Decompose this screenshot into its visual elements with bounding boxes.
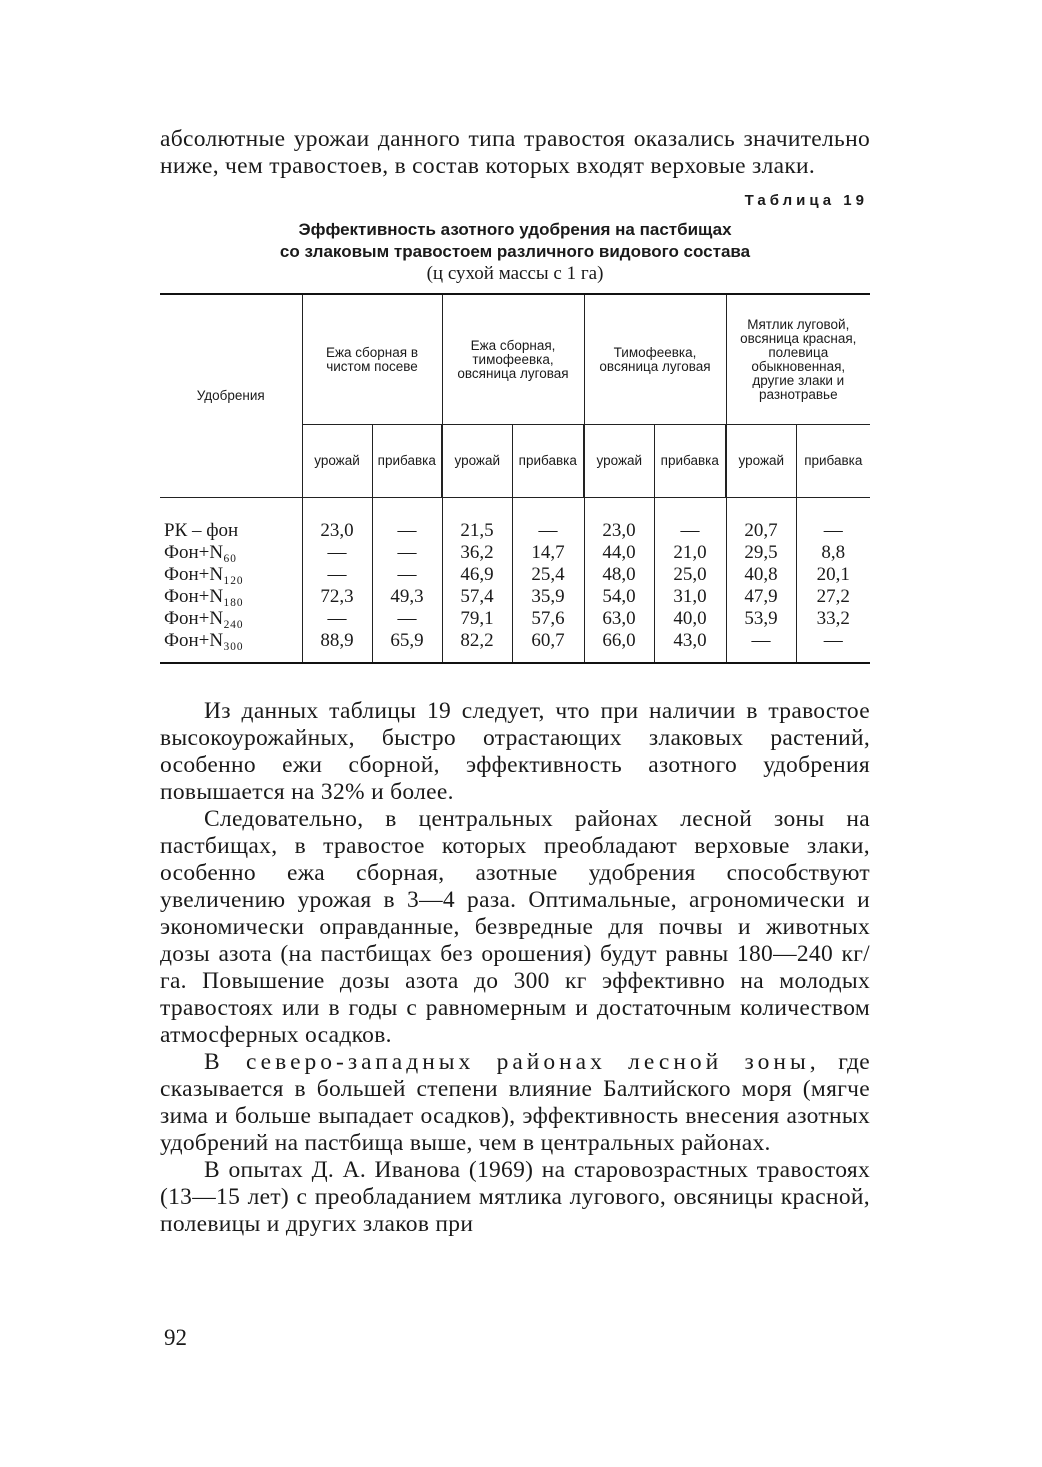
table-cell: 14,7 bbox=[512, 542, 584, 564]
page-content bbox=[160, 126, 870, 1238]
table-cell: — bbox=[372, 564, 442, 586]
table-row bbox=[160, 630, 870, 663]
table-cell: 29,5 bbox=[726, 542, 796, 564]
table-cell: 20,1 bbox=[796, 564, 870, 586]
header-group-3: Тимофеевка, овсяница луговая bbox=[584, 294, 726, 425]
table-cell: 63,0 bbox=[584, 608, 654, 630]
table-cell: 72,3 bbox=[302, 586, 372, 608]
intro-paragraph: абсолютные урожаи данного типа травостоя оказались значительно ниже, чем травостоев, в состав которых входят верховые злаки. bbox=[160, 126, 870, 179]
table-cell: 31,0 bbox=[654, 586, 726, 608]
header-group-4: Мятлик луговой, овсяница красная, полевица обыкновенная, другие злаки и разнотравье bbox=[726, 294, 870, 425]
table-unit: (ц сухой массы с 1 га) bbox=[426, 263, 604, 284]
table-cell: 40,0 bbox=[654, 608, 726, 630]
header-group-1: Ежа сборная в чистом посеве bbox=[302, 294, 442, 425]
subheader-increase-4: прибавка bbox=[796, 425, 870, 498]
row-label: Фон+N₂₄₀ bbox=[164, 608, 243, 629]
table-cell: 23,0 bbox=[302, 498, 372, 543]
table-cell: — bbox=[302, 542, 372, 564]
table-cell: 35,9 bbox=[512, 586, 584, 608]
table-cell: 66,0 bbox=[584, 630, 654, 663]
table-cell: 36,2 bbox=[442, 542, 512, 564]
table-row bbox=[160, 608, 870, 630]
table-title-line1: Эффективность азотного удобрения на пастбищах bbox=[298, 220, 732, 239]
data-table bbox=[160, 293, 870, 664]
subheader-yield-4: урожай bbox=[726, 425, 796, 498]
table-cell: 48,0 bbox=[584, 564, 654, 586]
row-label: Фон+N₆₀ bbox=[164, 542, 237, 563]
row-label: Фон+N₃₀₀ bbox=[164, 630, 243, 651]
paragraph-3 bbox=[160, 1049, 870, 1157]
table-cell: 79,1 bbox=[442, 608, 512, 630]
table-cell: — bbox=[372, 542, 442, 564]
table-cell: 27,2 bbox=[796, 586, 870, 608]
table-cell: 23,0 bbox=[584, 498, 654, 543]
table-cell: 25,0 bbox=[654, 564, 726, 586]
table-row bbox=[160, 586, 870, 608]
table-cell: — bbox=[726, 630, 796, 663]
table-row bbox=[160, 542, 870, 564]
table-row bbox=[160, 498, 870, 543]
table-label: Таблица 19 bbox=[744, 192, 868, 209]
subheader-yield-2: урожай bbox=[442, 425, 512, 498]
table-cell: 20,7 bbox=[726, 498, 796, 543]
table-cell: — bbox=[512, 498, 584, 543]
body-text bbox=[160, 698, 870, 1238]
table-cell: — bbox=[796, 498, 870, 543]
table-cell: 33,2 bbox=[796, 608, 870, 630]
page-number: 92 bbox=[164, 1325, 187, 1350]
table-title-line2: со злаковым травостоем различного видового состава bbox=[279, 242, 751, 261]
table-cell: 57,6 bbox=[512, 608, 584, 630]
table-cell: 25,4 bbox=[512, 564, 584, 586]
row-label: Фон+N₁₂₀ bbox=[164, 564, 243, 585]
table-cell: — bbox=[372, 498, 442, 543]
table-cell: 47,9 bbox=[726, 586, 796, 608]
table-cell: 60,7 bbox=[512, 630, 584, 663]
table-cell: — bbox=[796, 630, 870, 663]
table-cell: 57,4 bbox=[442, 586, 512, 608]
table-cell: 43,0 bbox=[654, 630, 726, 663]
table-cell: 8,8 bbox=[796, 542, 870, 564]
paragraph-4: В опытах Д. А. Иванова (1969) на старовозрастных травостоях (13—15 лет) с преобладанием мятлика лугового, овсяницы красной, полевицы и других злаков при bbox=[160, 1157, 870, 1237]
table-cell: 44,0 bbox=[584, 542, 654, 564]
table-cell: 40,8 bbox=[726, 564, 796, 586]
table-cell: — bbox=[302, 608, 372, 630]
table-row bbox=[160, 564, 870, 586]
row-label: РК – фон bbox=[160, 498, 302, 543]
subheader-increase-3: прибавка bbox=[654, 425, 726, 498]
table-cell: 65,9 bbox=[372, 630, 442, 663]
table-cell: 21,0 bbox=[654, 542, 726, 564]
table-cell: 46,9 bbox=[442, 564, 512, 586]
subheader-yield-3: урожай bbox=[584, 425, 654, 498]
header-group-2: Ежа сборная, тимофеевка, овсяница луговая bbox=[442, 294, 584, 425]
table-cell: — bbox=[302, 564, 372, 586]
table-cell: 53,9 bbox=[726, 608, 796, 630]
table-cell: 88,9 bbox=[302, 630, 372, 663]
table-cell: — bbox=[654, 498, 726, 543]
subheader-increase-1: прибавка bbox=[372, 425, 442, 498]
header-fertilizer: Удобрения bbox=[196, 388, 265, 403]
table-cell: 21,5 bbox=[442, 498, 512, 543]
subheader-yield-1: урожай bbox=[302, 425, 372, 498]
paragraph-3-spaced-lead: В северо-западных районах лесной зоны, bbox=[204, 1049, 820, 1075]
table-cell: 54,0 bbox=[584, 586, 654, 608]
table-cell: — bbox=[372, 608, 442, 630]
paragraph-3-rest: где сказывается в большей степени влияние Балтийского моря (мягче зима и больше выпадает осадков), эффективность внесения азотных удобрений на пастбища выше, чем в центральных районах. bbox=[160, 1049, 870, 1156]
row-label: Фон+N₁₈₀ bbox=[164, 586, 243, 607]
paragraph-1: Из данных таблицы 19 следует, что при наличии в травостое высокоурожайных, быстро отрастающих злаковых растений, особенно ежи сборной, эффективность азотного удобрения повышается на 32% и более. bbox=[160, 698, 870, 805]
subheader-increase-2: прибавка bbox=[512, 425, 584, 498]
paragraph-2: Следовательно, в центральных районах лесной зоны на пастбищах, в травостое которых преобладают верховые злаки, особенно ежа сборная, азотные удобрения способствуют увеличению урожая в 3—4 раза. Оптимальные, агрономически и экономически оправданные, безвредные для почвы и животных дозы азота (на пастбищах без орошения) будут равны 180—240 кг/га. Повышение дозы азота до 300 кг эффективно на молодых травостоях или в годы с равномерным и достаточным количеством атмосферных осадков. bbox=[160, 806, 870, 1048]
table-cell: 49,3 bbox=[372, 586, 442, 608]
table-cell: 82,2 bbox=[442, 630, 512, 663]
